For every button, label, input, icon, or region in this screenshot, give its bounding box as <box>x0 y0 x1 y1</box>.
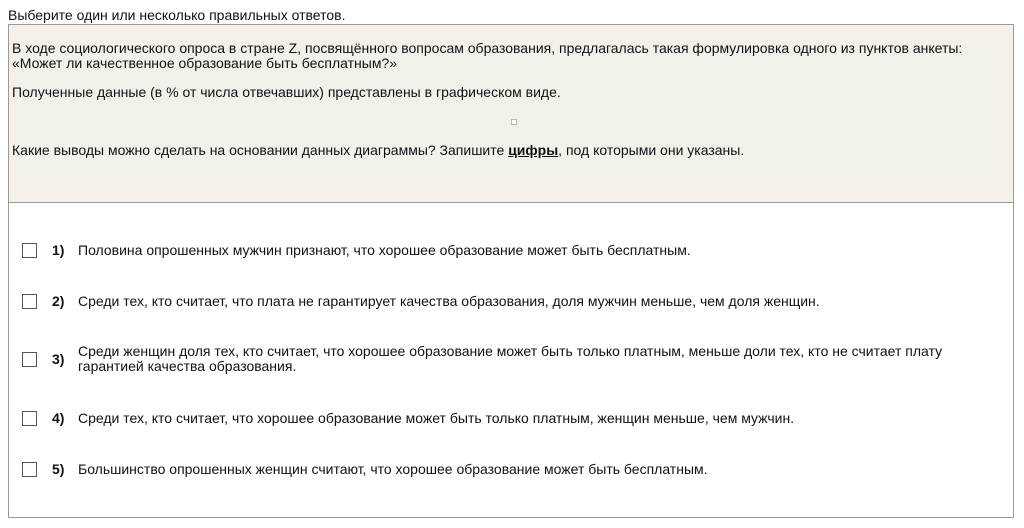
checkbox-option-4[interactable] <box>22 411 37 426</box>
question-data-note: Полученные данные (в % от числа отвечавших) представлены в графическом виде. <box>12 84 561 100</box>
option-number: 5) <box>52 461 65 477</box>
option-number: 4) <box>52 410 65 426</box>
checkbox-option-3[interactable] <box>22 352 37 367</box>
question-block <box>9 25 1013 203</box>
question-intro: В ходе социологического опроса в стране Z, посвящённого вопросам образования, предлагалась такая формулировка одного из пунктов анкеты: «Может ли качественное образование быть бесплатным?» <box>12 40 963 71</box>
option-number: 2) <box>52 293 65 309</box>
question-prompt-end: , под которыми они указаны. <box>558 142 745 158</box>
question-prompt-start: Какие выводы можно сделать на основании данных диаграммы? Запишите <box>12 142 509 158</box>
option-number: 1) <box>52 242 65 258</box>
checkbox-option-2[interactable] <box>22 294 37 309</box>
option-text: Среди тех, кто считает, что плата не гарантирует качества образования, доля мужчин меньше, чем доля женщин. <box>78 293 820 309</box>
option-number: 3) <box>52 351 65 367</box>
question-prompt <box>12 143 1002 158</box>
checkbox-option-5[interactable] <box>22 462 37 477</box>
question-prompt-emphasis: цифры <box>508 142 559 158</box>
option-text: Среди женщин доля тех, кто считает, что хорошее образование может быть только платным, меньше доли тех, кто не считает плату гарантией качества образования. <box>78 343 943 374</box>
checkbox-option-1[interactable] <box>22 243 37 258</box>
instruction-text: Выберите один или несколько правильных ответов. <box>8 7 346 23</box>
chart-image-placeholder <box>511 119 517 125</box>
option-text: Большинство опрошенных женщин считают, что хорошее образование может быть бесплатным. <box>78 461 708 477</box>
option-text: Среди тех, кто считает, что хорошее образование может быть только платным, женщин меньше, чем мужчин. <box>78 410 795 426</box>
option-text: Половина опрошенных мужчин признают, что хорошее образование может быть бесплатным. <box>78 242 691 258</box>
task-card <box>8 24 1014 518</box>
